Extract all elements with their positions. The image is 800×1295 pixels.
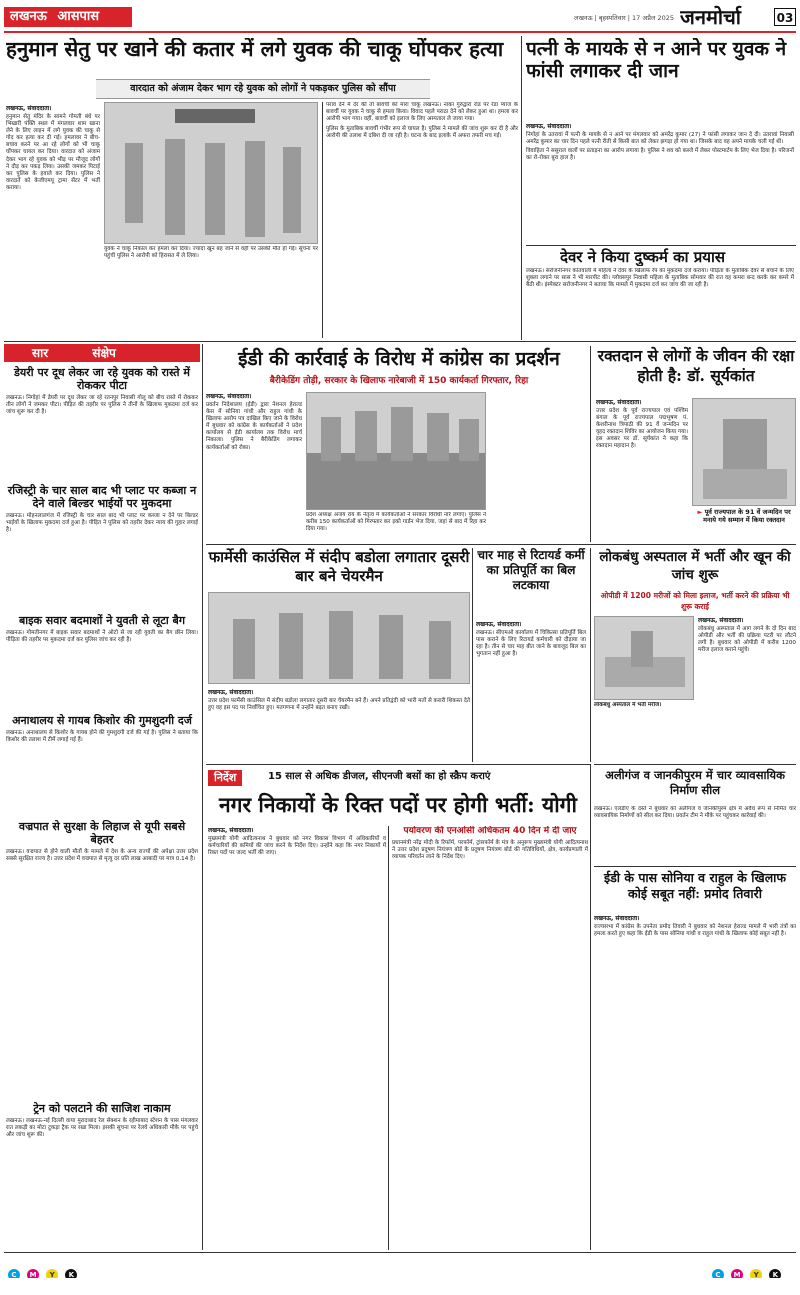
sidebar-items bbox=[6, 366, 198, 1246]
story7-body: लखनऊ, संवाददाता। लखनऊ। सीएमओ कार्यालय में चिकित्सा प्रतिपूर्ति बिल पास कराने के लिए रिटायर्ड कर्मचारी को दौड़ाया जा रहा है। तीन से चार माह बीत जाने के बावजूद बिल का भुगतान नहीं हुआ है। bbox=[476, 621, 586, 658]
story11-headline: नगर निकायों के रिक्त पदों पर होगी भर्ती: योगी bbox=[219, 792, 577, 817]
story5-headline: रक्तदान से लोगों के जीवन की रक्षा होती है: डॉ. सूर्यकांत bbox=[597, 346, 795, 385]
story5-body: लखनऊ, संवाददाता। उत्तर प्रदेश के पूर्व राज्यपाल एवं पश्चिम बंगाल के पूर्व राज्यपाल पद्मभूषण पं. केशरीनाथ त्रिपाठी की 91 वें जन्मदिन पर वृहद रक्तदान शिविर का आयोजन किया गया। इस अवसर पर डॉ. सूर्यकांत ने कहा कि रक्तदान महादान है। bbox=[596, 399, 688, 450]
story8-body: लखनऊ, संवाददाता। लोकबंधु अस्पताल में आग लगने के दो दिन बाद ओपीडी और भर्ती की प्रक्रिया पटरी पर लौटने लगी है। बुधवार को ओपीडी में करीब 1200 मरीज इलाज कराने पहुंचे। bbox=[698, 617, 796, 654]
story8-headline-main: लोकबंधु अस्पताल में भर्ती और खून की जांच शुरू bbox=[599, 549, 791, 583]
story9-headline: अलीगंज व जानकीपुरम में चार व्यावसायिक निर्माण सील bbox=[605, 768, 785, 797]
color-registration-marks: C M Y K bbox=[8, 1262, 88, 1278]
sidebar-brief bbox=[4, 344, 200, 1250]
story4-col: लखनऊ, संवाददाता। प्रवर्तन निदेशालय (ईडी) द्वारा नेशनल हेराल्ड केस में सोनिया गांधी और राहुल गांधी के खिलाफ आरोप पत्र दाखिल किए जाने के विरोध में बुधवार को कांग्रेस के कार्यकर्ताओं ने प्रदेश कार्यालय से ईडी कार्यालय तक विरोध मार्च निकाला। पुलिस ने बैरीकेडिंग लगाकर कार्यकर्ताओं को रोका। bbox=[206, 393, 302, 451]
list-item: बाइक सवार बदमाशों ने युवती से लूटा बैग लखनऊ। गोमतीनगर में बाइक सवार बदमाशों ने ऑटो से जा रही युवती का बैग छीन लिया। पीड़िता की तहरीर पर मुकदमा दर्ज कर पुलिस जांच कर रही है। bbox=[6, 614, 198, 644]
story6-photo bbox=[208, 592, 470, 684]
story6-body: लखनऊ, संवाददाता। उत्तर प्रदेश फार्मेसी काउंसिल में संदीप बडोला लगातार दूसरी बार चेयरमैन बने हैं। अपने प्रतिद्वंदी को भारी मतों से करारी शिकस्त देते हुए वह इस पद पर निर्वाचित हुए। मतगणना में उन्होंने बढ़त बनाए रखी। bbox=[208, 689, 470, 712]
story11-kicker: 15 साल से अधिक डीजल, सीएनजी बसों का हो स्क्रैप कराएं bbox=[268, 771, 491, 782]
story4-subhead: बैरीकेडिंग तोड़ी, सरकार के खिलाफ नारेबाजी में 150 कार्यकर्ता गिरफ्तार, रिहा bbox=[269, 376, 529, 386]
story8-subhead: ओपीडी में 1200 मरीजों को मिला इलाज, भर्ती करने की प्रक्रिया भी शुरू कराई bbox=[600, 591, 790, 611]
story11-side: पर्यावरण की एनओसी अधिकतम 40 दिन में दी जाए प्रधानमंत्री नरेंद्र मोदी के रिफॉर्म, परफॉर्म, ट्रांसफॉर्म के मंत्र के अनुरूप मुख्यमंत्री योगी आदित्यनाथ ने उत्तर प्रदेश प्रदूषण नियंत्रण बोर्ड के प्रदूषण नियंत्रण बोर्ड की गतिविधियों, क्षेत्र, कार्यप्रणाली में व्यापक परिवर्तन लाने के निर्देश दिए। bbox=[392, 826, 588, 861]
story1-subhead: वारदात को अंजाम देकर भाग रहे युवक को लोगों ने पकड़कर पुलिस को सौंपा bbox=[96, 79, 430, 99]
story4-headline: ईडी की कार्रवाई के विरोध में कांग्रेस का प्रदर्शन bbox=[238, 348, 560, 370]
story6-headline: फार्मेसी काउंसिल में संदीप बडोला लगातार दूसरी बार बने चेयरमैन bbox=[208, 548, 470, 585]
story8-caption: लोकबंधु अस्पताल में भर्ती मरीज। bbox=[594, 702, 662, 708]
story11-kicker-bar bbox=[208, 768, 588, 788]
masthead-logo: जनमोर्चा bbox=[680, 5, 741, 29]
list-item: रजिस्ट्री के चार साल बाद भी प्लाट पर कब्जा न देने वाले बिल्डर भाईयों पर मुकदमा लखनऊ। मोहनलालगंज में रजिस्ट्री के चार साल बाद भी प्लाट पर कब्जा न देने पर बिल्डर भाईयों के खिलाफ मुकदमा दर्ज हुआ है। पीड़ित ने पुलिस को तहरीर देकर न्याय की गुहार लगाई है। bbox=[6, 484, 198, 534]
story1-col1: लखनऊ, संवाददाता। हनुमान सेतु मंदिर के सामने गोमती बंधे पर भिखारी पंक्ति स्थल में मंगलवार शाम खाना लेने के लिए लाइन में लगे युवक की चाकू से गोद कर हत्या कर दी गई। हमलावर ने बीच-बचाव करने पर आ रहे लोगों को भी चाकू घोंपकर घायल कर दिया। वारदात को अंजाम देकर भाग रहे युवक को भीड़ पर मौजूद लोगों ने दौड़ कर पकड़ लिया। उसकी जमकर पिटाई कर पुलिस के हवाले कर दिया। पुलिस ने वारदातें को केजीएमयू ट्रामा सेंटर में भर्ती कराया। bbox=[6, 105, 100, 191]
story8-photo bbox=[594, 616, 694, 700]
story5-photo bbox=[692, 398, 796, 506]
color-registration-marks-right: C M Y K bbox=[712, 1262, 792, 1278]
list-item: ट्रेन को पलटाने की साजिश नाकाम लखनऊ। लखनऊ-नई दिल्ली वाया मुरादाबाद रेल सेक्शन के रहीमाबाद स्टेशन के पास मंगलवार रात लकड़ी का मोटा टुकड़ा ट्रैक पर रखा मिला। इसकी सूचना पर रेलवे अधिकारी मौके पर पहुंचे और जांच शुरू की। bbox=[6, 1102, 198, 1139]
list-item: वज्रपात से सुरक्षा के लिहाज से यूपी सबसे बेहतर लखनऊ। वज्रपात से होने वाली मौतों के मामले में देश के अन्य राज्यों की अपेक्षा उत्तर प्रदेश सबसे सुरक्षित राज्य है। उत्तर प्रदेश में वज्रपात से मृत्यु दर प्रति लाख आबादी पर मात्र 0.14 है। bbox=[6, 820, 198, 863]
story7-headline: चार माह से रिटायर्ड कर्मी का प्रतिपूर्ति का बिल लटकाया bbox=[477, 548, 585, 592]
story1-caption: युवक ने चाकू निकाल कर हमला कर दिया। ज्यादा खून बह जाने से वहीं पर उसकी मौत हो गई। सूचना पर पहुंची पुलिस ने आरोपी को हिरासत में ले लिया। bbox=[104, 246, 318, 260]
story1-mid: पराव देने में देर की तो बावर्ची को मारा चाकू लखनऊ। नाका गुरुद्वारा रोड पर रेडा प्याज के बावर्ची पर युवक ने चाकू से हमला किया। विवाद पहले पराठा देने को लेकर हुआ था। हमला कर आरोपी भाग गया। वहीं, बावर्ची को इलाज के लिए अस्पताल ले जाया गया। पुलिस के मुताबिक बावर्ची गंभीर रूप से घायल है। पुलिस ने मामले की जांच शुरू कर दी है और आरोपी की तलाश में दबिश दी जा रही है। घटना के बाद इलाके में अफरा तफरी मच गई। bbox=[326, 102, 518, 140]
story1-headline: हनुमान सेतु पर खाने की कतार में लगे युवक की चाकू घोंपकर हत्या bbox=[6, 38, 504, 61]
story1-photo bbox=[104, 102, 318, 244]
story2-body: लखनऊ, संवाददाता। निगोहां के उतरावां में पत्नी के मायके से न आने पर मंगलवार को अमरेंद्र कुमार (27) ने फांसी लगाकर जान दे दी। उतरावां निवासी अमरेंद्र कुमार का चार दिन पहले पत्नी रीती से किसी बात को लेकर झगड़ा हो गया था। जिसके बाद वह अपने मायके चली गई थी। विवाहिता ने ससुराल वालों पर प्रताड़ना का आरोप लगाया है। पुलिस ने शव को कब्जे में लेकर पोस्टमार्टम के लिए भेज दिया है। परिजनों का रो-रोकर बुरा हाल है। bbox=[526, 123, 794, 162]
page-number: 03 bbox=[774, 8, 796, 26]
story9-body: लखनऊ। एलडीए के दस्ते ने बुधवार को अलीगंज व जानकीपुरम क्षेत्र में अवैध रूप से निर्मित चार व्यावसायिक निर्माणों को सील कर दिया। प्रवर्तन टीम ने मौके पर पहुंचकर कार्रवाई की। bbox=[594, 806, 796, 820]
sidebar-label: सार संक्षेप bbox=[4, 344, 200, 362]
story10-headline: ईडी के पास सोनिया व राहुल के खिलाफ कोई सबूत नहीं: प्रमोद तिवारी bbox=[603, 870, 787, 901]
story5-caption: ► पूर्व राज्यपाल के 91 वें जन्मदिन पर मनाये गये सम्मान में किया रक्तदान bbox=[697, 508, 791, 524]
list-item: अनाथालय से गायब किशोर की गुमशुदगी दर्ज लखनऊ। अनाथालय से किशोर के गायब होने की गुमशुदगी दर्ज की गई है। पुलिस ने बताया कि किशोर की तलाश में टीमें लगाई गई हैं। bbox=[6, 714, 198, 744]
edition-line: लखनऊ | बृहस्पतिवार | 17 अप्रैल 2025 bbox=[574, 14, 674, 22]
story4-col2: प्रदेश अध्यक्ष अजय राय के नेतृत्व में कार्यकर्ताओं ने सरकार विरोधी नारे लगाए। पुलिस ने करीब 150 कार्यकर्ताओं को गिरफ्तार कर इको गार्डन भेज दिया, जहां से बाद में रिहा कर दिया गया। bbox=[306, 512, 486, 533]
story2-headline: पत्नी के मायके से न आने पर युवक ने फांसी लगाकर दी जान bbox=[526, 38, 787, 82]
story3-body: लखनऊ। सरोजनीनगर कोतवाली में महिला ने देवर के खिलाफ रेप का मुकदमा दर्ज कराया। पीड़िता के मुताबिक देवर से बचाने के लिए शुक्ला लगाने पर सास ने भी मारपीट की। ग्लोवसपुर निवासी महिला के मुताबिक सोमवार की रात वह कमरा बन्द करके कर कमरे में बैठी थी। इंस्पेक्टर सरोजनीनगर ने बताया कि मामले में मुकदमा दर्ज कर जांच की जा रही है। bbox=[526, 268, 794, 289]
story4-photo bbox=[306, 392, 486, 510]
page-header bbox=[4, 4, 796, 30]
story10-body: लखनऊ, संवाददाता। राज्यसभा में कांग्रेस के उपनेता प्रमोद तिवारी ने बुधवार को नेशनल हेराल्ड मामले में भारी तंत्रों का हमला करते हुए कहा कि ईडी के पास सोनिया गांधी व राहुल गांधी के खिलाफ कोई सबूत नहीं है। bbox=[594, 915, 796, 938]
story11-body: लखनऊ, संवाददाता। मुख्यमंत्री योगी आदित्यनाथ ने बुधवार को नगर विकास विभाग में अधिकारियों व कर्मचारियों की कमियों की जांच करने के निर्देश दिए। उन्होंने कहा कि नगर निकायों में रिक्त पदों पर जल्द भर्ती की जाए। bbox=[208, 827, 386, 857]
story3-headline: देवर ने किया दुष्कर्म का प्रयास bbox=[560, 248, 725, 266]
story11-tag: निर्देश bbox=[208, 770, 242, 786]
section-title: लखनऊ आसपास bbox=[4, 7, 132, 27]
triangle-icon: ► bbox=[697, 508, 703, 516]
list-item: डेयरी पर दूध लेकर जा रहे युवक को रास्ते में रोककर पीटा लखनऊ। निगोहां में डेयरी पर दूध लेकर जा रहे रतनपुर निवासी गोलू को बीच रास्ते में रोककर तीन लोगों ने जमकर पीटा। पीड़ित की तहरीर पर पुलिस ने तीनों के खिलाफ मुकदमा दर्ज कर जांच शुरू कर दी है। bbox=[6, 366, 198, 416]
